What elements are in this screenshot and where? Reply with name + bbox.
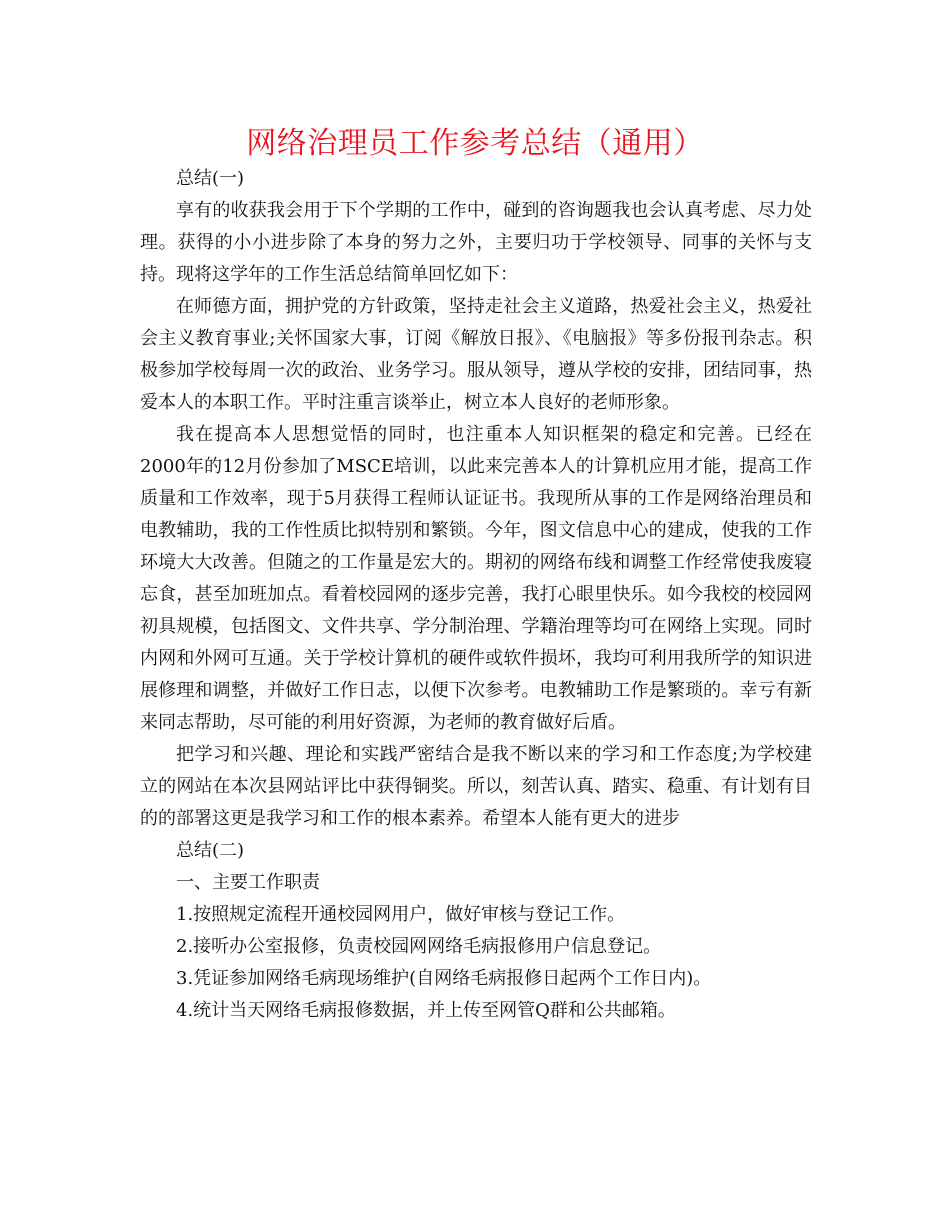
document-body xyxy=(140,163,812,1027)
paragraph: 享有的收获我会用于下个学期的工作中，碰到的咨询题我也会认真考虑、尽力处理。获得的小小进步除了本身的努力之外，主要归功于学校领导、同事的关怀与支持。现将这学年的工作生活总结简单回忆如下： xyxy=(140,200,812,285)
subheading: 一、主要工作职责 xyxy=(176,872,320,893)
section-heading: 总结(一) xyxy=(176,168,245,189)
list-item: 3.凭证参加网络毛病现场维护(自网络毛病报修日起两个工作日内)。 xyxy=(176,968,712,989)
paragraph: 我在提高本人思想觉悟的同时，也注重本人知识框架的稳定和完善。已经在2000年的12月份参加了MSCE培训，以此来完善本人的计算机应用才能，提高工作质量和工作效率，现于5月获得工程师认证证书。我现所从事的工作是网络治理员和电教辅助，我的工作性质比拟特别和繁锁。今年，图文信息中心的建成，使我的工作环境大大改善。但随之的工作量是宏大的。期初的网络布线和调整工作经常使我废寝忘食，甚至加班加点。看着校园网的逐步完善，我打心眼里快乐。如今我校的校园网初具规模，包括图文、文件共享、学分制治理、学籍治理等均可在网络上实现。同时内网和外网可互通。关于学校计算机的硬件或软件损坏，我均可利用我所学的知识进展修理和调整，并做好工作日志，以便下次参考。电教辅助工作是繁琐的。幸亏有新来同志帮助，尽可能的利用好资源，为老师的教育做好后盾。 xyxy=(140,424,812,733)
paragraph: 把学习和兴趣、理论和实践严密结合是我不断以来的学习和工作态度;为学校建立的网站在本次县网站评比中获得铜奖。所以，刻苦认真、踏实、稳重、有计划有目的的部署这更是我学习和工作的根本素养。希望本人能有更大的进步 xyxy=(140,744,812,829)
document-title: 网络治理员工作参考总结（通用） xyxy=(246,126,704,161)
list-item: 2.接听办公室报修，负责校园网网络毛病报修用户信息登记。 xyxy=(176,936,662,957)
list-item: 4.统计当天网络毛病报修数据，并上传至网管Q群和公共邮箱。 xyxy=(176,1000,676,1021)
list-item: 1.按照规定流程开通校园网用户，做好审核与登记工作。 xyxy=(176,904,626,925)
paragraph: 在师德方面，拥护党的方针政策，坚持走社会主义道路，热爱社会主义，热爱社会主义教育事业;关怀国家大事，订阅《解放日报》、《电脑报》等多份报刊杂志。积极参加学校每周一次的政治、业务学习。服从领导，遵从学校的安排，团结同事，热爱本人的本职工作。平时注重言谈举止，树立本人良好的老师形象。 xyxy=(140,296,812,413)
section-heading: 总结(二) xyxy=(176,840,245,861)
